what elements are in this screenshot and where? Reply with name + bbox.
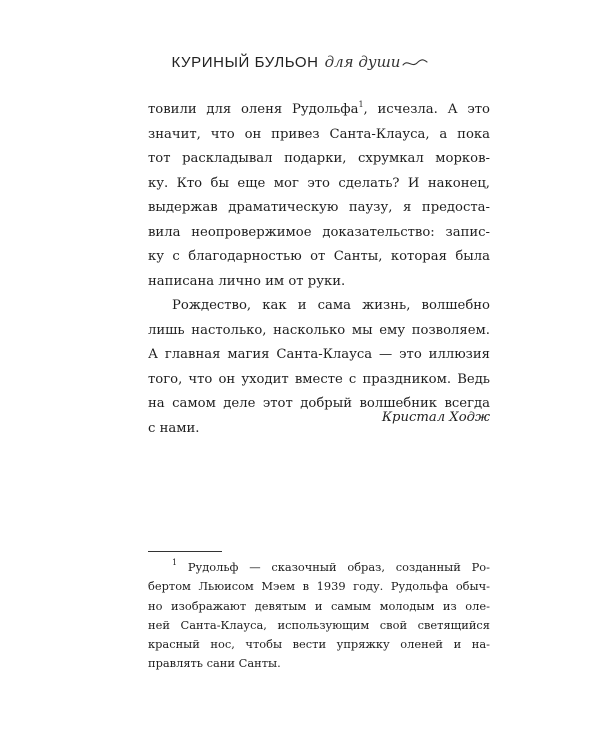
footnote-line: красный нос, чтобы вести упряжку оленей и на- [148,637,490,652]
footnote-line: бертом Льюисом Мэем в 1939 году. Рудольфа обыч- [148,579,490,594]
footnote-line: но изображают девятым и самым молодым из оле- [148,598,490,613]
text-line: лишь настолько, насколько мы ему позволяем. [148,322,490,338]
text-line: на самом деле этот добрый волшебник всегда [148,396,490,411]
running-head [0,52,600,71]
text-line: Рождество, как и сама жизнь, волшебно [172,298,490,313]
footnote-line: ней Санта-Клауса, использующим свой светящийся [148,617,490,632]
text-line: товили для оленя Рудольфа$^1$, исчезла. А это [148,99,490,117]
text-line: того, что он уходит вместе с праздником. Ведь [148,371,490,387]
footnote-line: $^1$ Рудольф — сказочный образ, созданный Ро- [172,558,490,574]
text-line: с нами. [148,420,200,436]
footnote-line: правлять сани Санты. [148,656,281,671]
swash-flourish-icon [402,57,428,69]
running-head-script: для души [324,53,401,71]
text-line: вила неопровержимое доказательство: запис- [148,224,490,240]
text-line: ку. Кто бы еще мог это сделать? И наконец, [148,175,490,191]
footnote-divider [148,551,222,552]
author-signature: Кристал Ходж [381,410,490,425]
text-line: А главная магия Санта-Клауса — это иллюзия [148,347,490,362]
text-line: значит, что он привез Санта-Клауса, а пока [148,126,490,142]
text-line: выдержав драматическую паузу, я предоста- [148,200,490,215]
running-head-title: КУРИНЫЙ БУЛЬОН [171,54,319,71]
text-line: тот раскладывал подарки, схрумкал морков- [148,151,490,166]
footnote-ref: 1 [358,99,364,109]
main-text [148,98,490,441]
text-line: ку с благодарностью от Санты, которая была [148,249,490,264]
footnote [148,558,490,674]
text-line: написана лично им от руки. [148,273,346,289]
footnote-marker: 1 [172,558,178,568]
